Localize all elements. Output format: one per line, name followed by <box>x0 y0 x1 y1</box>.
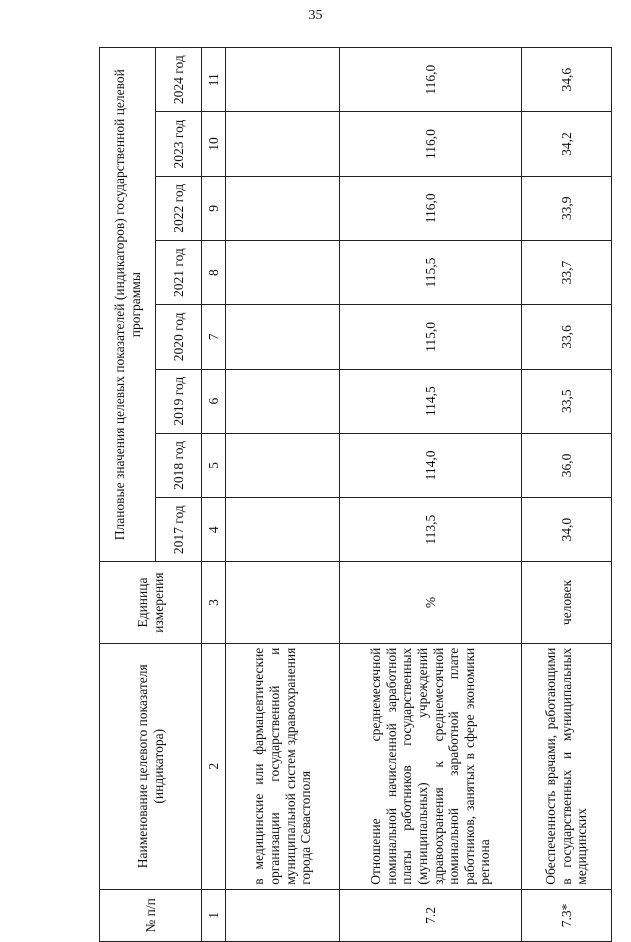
header-unit: Единица измерения <box>100 562 202 643</box>
row-name: в медицинские или фармацевтические организации государственной и муниципальной систем здравоохранения города Севастополя <box>226 643 340 889</box>
row-value <box>226 112 340 176</box>
row-num <box>226 889 340 941</box>
header-row-top <box>100 48 156 942</box>
row-value <box>226 433 340 497</box>
column-number-row <box>202 48 226 942</box>
row-value: 33,9 <box>522 176 612 240</box>
row-value: 34,6 <box>522 48 612 112</box>
row-value: 113,5 <box>340 498 522 562</box>
header-num: № п/п <box>100 889 202 941</box>
indicators-table <box>99 47 612 942</box>
row-value: 116,0 <box>340 176 522 240</box>
column-number: 2 <box>202 643 226 889</box>
row-unit: % <box>340 562 522 643</box>
column-number: 4 <box>202 498 226 562</box>
row-value: 114,5 <box>340 369 522 433</box>
header-year: 2024 год <box>156 48 202 112</box>
column-number: 11 <box>202 48 226 112</box>
row-unit: человек <box>522 562 612 643</box>
table-row <box>226 48 340 942</box>
row-value: 116,0 <box>340 48 522 112</box>
row-name: Отношение среднемесячной номинальной начисленной заработной платы работников государственных (муниципальных) учреждений здравоохранения к среднемесячной номинальной заработной плате работников, занятых в сфере экономики региона <box>340 643 522 889</box>
column-number: 10 <box>202 112 226 176</box>
header-year: 2018 год <box>156 433 202 497</box>
column-number: 1 <box>202 889 226 941</box>
table-row <box>340 48 522 942</box>
row-value: 33,5 <box>522 369 612 433</box>
row-value: 34,0 <box>522 498 612 562</box>
row-value: 34,2 <box>522 112 612 176</box>
row-value: 33,6 <box>522 305 612 369</box>
row-value: 115,5 <box>340 240 522 304</box>
header-year: 2022 год <box>156 176 202 240</box>
column-number: 6 <box>202 369 226 433</box>
row-value <box>226 498 340 562</box>
column-number: 9 <box>202 176 226 240</box>
row-value <box>226 48 340 112</box>
rotated-table-frame <box>99 47 590 942</box>
header-year: 2021 год <box>156 240 202 304</box>
row-unit <box>226 562 340 643</box>
row-value <box>226 369 340 433</box>
row-value: 114,0 <box>340 433 522 497</box>
header-year: 2020 год <box>156 305 202 369</box>
row-value: 33,7 <box>522 240 612 304</box>
row-value <box>226 240 340 304</box>
page-number: 35 <box>308 8 323 23</box>
row-value: 116,0 <box>340 112 522 176</box>
table-row <box>522 48 612 942</box>
row-value <box>226 305 340 369</box>
row-num: 7.2 <box>340 889 522 941</box>
row-value: 115,0 <box>340 305 522 369</box>
header-name: Наименование целевого показателя (индикатора) <box>100 643 202 889</box>
row-value: 36,0 <box>522 433 612 497</box>
header-year: 2023 год <box>156 112 202 176</box>
header-year: 2019 год <box>156 369 202 433</box>
row-num: 7.3* <box>522 889 612 941</box>
column-number: 5 <box>202 433 226 497</box>
row-name: Обеспеченность врачами, работающими в государственных и муниципальных медицинских <box>522 643 612 889</box>
row-value <box>226 176 340 240</box>
header-year: 2017 год <box>156 498 202 562</box>
column-number: 7 <box>202 305 226 369</box>
column-number: 8 <box>202 240 226 304</box>
column-number: 3 <box>202 562 226 643</box>
header-planned: Плановые значения целевых показателей (индикаторов) государственной целевой программы <box>100 48 156 562</box>
